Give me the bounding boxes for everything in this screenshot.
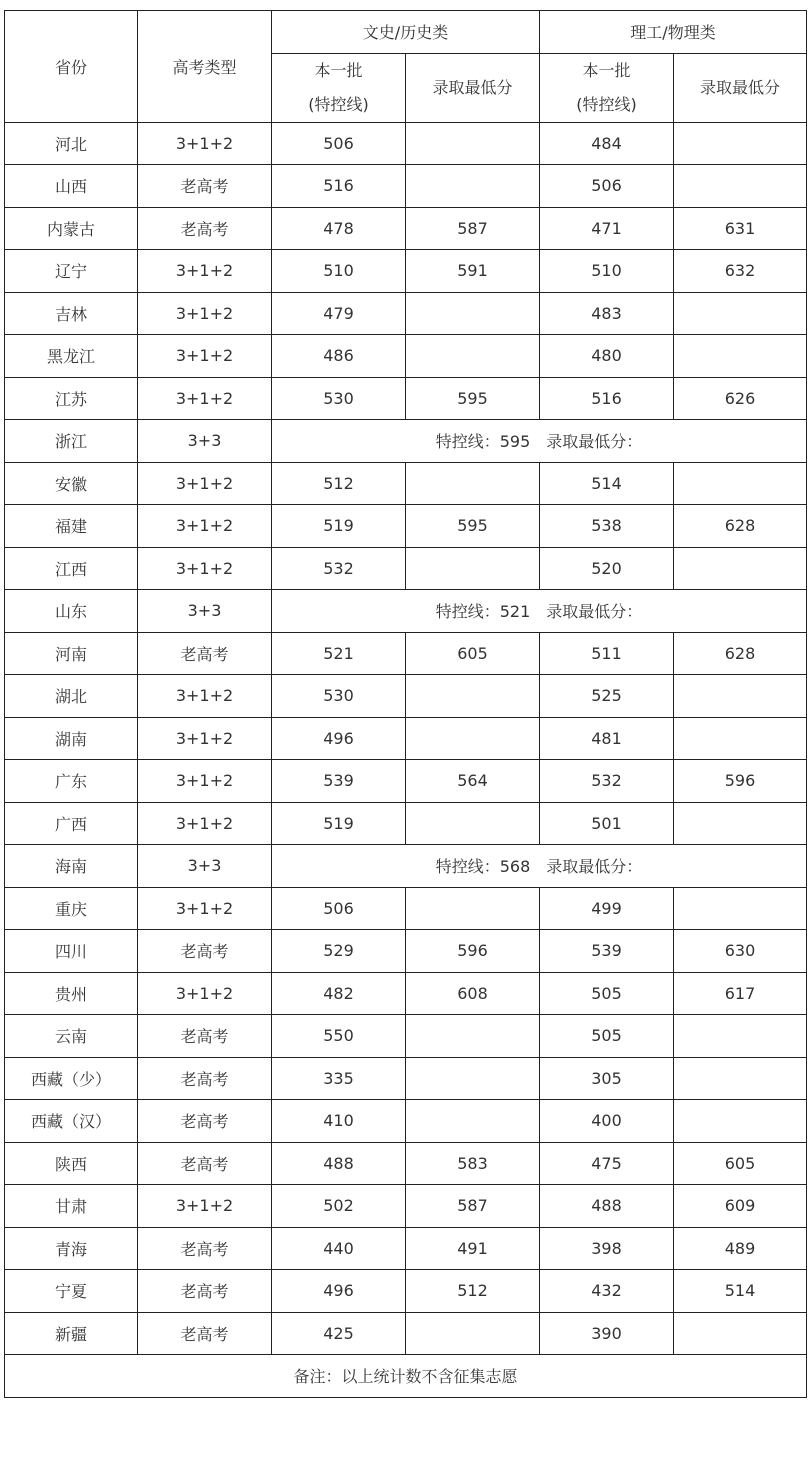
cell-province: 贵州 [5,972,138,1015]
cell-science-batch-line: 520 [540,547,674,590]
cell-science-batch-line: 481 [540,717,674,760]
cell-exam-type: 3+1+2 [138,1185,272,1228]
cell-exam-type: 老高考 [138,930,272,973]
cell-exam-type: 3+1+2 [138,377,272,420]
cell-arts-batch-line: 502 [272,1185,406,1228]
cell-science-batch-line: 539 [540,930,674,973]
cell-science-batch-line: 505 [540,972,674,1015]
cell-exam-type: 3+1+2 [138,250,272,293]
cell-science-batch-line: 483 [540,292,674,335]
cell-science-batch-line: 511 [540,632,674,675]
cell-exam-type: 3+1+2 [138,292,272,335]
table-row [5,1142,807,1185]
cell-science-min-score: 631 [674,207,807,250]
cell-arts-batch-line: 496 [272,1270,406,1313]
cell-province: 安徽 [5,462,138,505]
header-science-batch-line [540,53,674,122]
cell-exam-type: 3+1+2 [138,505,272,548]
cell-province: 广东 [5,760,138,803]
cell-province: 浙江 [5,420,138,463]
table-row [5,462,807,505]
cell-province: 内蒙古 [5,207,138,250]
cell-exam-type: 3+1+2 [138,335,272,378]
cell-arts-batch-line: 532 [272,547,406,590]
table-row [5,802,807,845]
cell-science-batch-line: 538 [540,505,674,548]
table-row [5,250,807,293]
cell-exam-type: 老高考 [138,1227,272,1270]
cell-merged-scores: 特控线：521 录取最低分： [272,590,807,633]
cell-province: 湖北 [5,675,138,718]
cell-exam-type: 3+3 [138,420,272,463]
cell-science-batch-line: 510 [540,250,674,293]
table-row [5,505,807,548]
cell-arts-min-score: 591 [406,250,540,293]
cell-science-min-score: 596 [674,760,807,803]
table-row [5,165,807,208]
table-row [5,377,807,420]
cell-arts-min-score [406,675,540,718]
cell-science-batch-line: 475 [540,1142,674,1185]
cell-arts-min-score: 564 [406,760,540,803]
cell-province: 江苏 [5,377,138,420]
cell-province: 四川 [5,930,138,973]
cell-arts-min-score: 587 [406,1185,540,1228]
cell-science-min-score [674,335,807,378]
cell-province: 海南 [5,845,138,888]
cell-exam-type: 3+1+2 [138,675,272,718]
cell-arts-min-score [406,1015,540,1058]
cell-arts-min-score [406,462,540,505]
cell-exam-type: 老高考 [138,165,272,208]
cell-arts-min-score [406,802,540,845]
batch-line-sublabel: (特控线) [576,94,637,114]
cell-arts-min-score [406,547,540,590]
table-row [5,632,807,675]
cell-science-batch-line: 390 [540,1312,674,1355]
cell-arts-min-score [406,165,540,208]
table-row [5,420,807,463]
cell-province: 江西 [5,547,138,590]
cell-arts-batch-line: 550 [272,1015,406,1058]
header-province: 省份 [5,11,138,123]
cell-exam-type: 老高考 [138,1312,272,1355]
cell-science-batch-line: 432 [540,1270,674,1313]
cell-province: 山东 [5,590,138,633]
header-arts-batch-line [272,53,406,122]
cell-science-min-score: 628 [674,505,807,548]
cell-province: 山西 [5,165,138,208]
cell-science-min-score [674,802,807,845]
table-row [5,547,807,590]
cell-arts-min-score [406,1312,540,1355]
table-row [5,122,807,165]
cell-science-min-score [674,165,807,208]
cell-arts-min-score [406,717,540,760]
cell-exam-type: 3+1+2 [138,717,272,760]
cell-science-batch-line: 505 [540,1015,674,1058]
cell-merged-scores: 特控线：595 录取最低分： [272,420,807,463]
batch-line-label: 本一批 [582,60,631,80]
cell-science-min-score: 489 [674,1227,807,1270]
cell-arts-min-score: 595 [406,505,540,548]
cell-science-min-score [674,1057,807,1100]
cell-science-batch-line: 400 [540,1100,674,1143]
cell-science-min-score: 617 [674,972,807,1015]
cell-arts-batch-line: 425 [272,1312,406,1355]
cell-science-min-score [674,1015,807,1058]
note-row [5,1355,807,1398]
cell-arts-batch-line: 486 [272,335,406,378]
cell-arts-batch-line: 335 [272,1057,406,1100]
cell-arts-min-score: 587 [406,207,540,250]
header-exam-type: 高考类型 [138,11,272,123]
cell-science-min-score: 514 [674,1270,807,1313]
table-row [5,590,807,633]
cell-arts-min-score [406,335,540,378]
cell-exam-type: 老高考 [138,632,272,675]
cell-science-min-score: 605 [674,1142,807,1185]
cell-exam-type: 3+1+2 [138,887,272,930]
batch-line-label: 本一批 [314,60,363,80]
cell-arts-batch-line: 506 [272,122,406,165]
cell-arts-batch-line: 521 [272,632,406,675]
cell-science-batch-line: 480 [540,335,674,378]
cell-science-batch-line: 532 [540,760,674,803]
cell-science-batch-line: 506 [540,165,674,208]
cell-merged-scores: 特控线：568 录取最低分： [272,845,807,888]
cell-arts-min-score: 596 [406,930,540,973]
table-row [5,845,807,888]
cell-arts-min-score: 491 [406,1227,540,1270]
cell-arts-min-score: 512 [406,1270,540,1313]
cell-exam-type: 3+3 [138,590,272,633]
cell-science-batch-line: 516 [540,377,674,420]
score-table [4,10,807,1398]
cell-arts-batch-line: 519 [272,505,406,548]
cell-arts-batch-line: 510 [272,250,406,293]
cell-arts-min-score [406,1100,540,1143]
cell-science-min-score: 628 [674,632,807,675]
table-row [5,1227,807,1270]
cell-science-min-score [674,717,807,760]
cell-science-min-score [674,462,807,505]
cell-exam-type: 3+1+2 [138,462,272,505]
cell-arts-batch-line: 496 [272,717,406,760]
cell-science-batch-line: 471 [540,207,674,250]
cell-province: 宁夏 [5,1270,138,1313]
table-row [5,887,807,930]
cell-arts-batch-line: 529 [272,930,406,973]
table-row [5,1185,807,1228]
cell-exam-type: 3+1+2 [138,760,272,803]
cell-science-batch-line: 525 [540,675,674,718]
cell-exam-type: 3+3 [138,845,272,888]
cell-science-min-score [674,675,807,718]
cell-arts-batch-line: 440 [272,1227,406,1270]
header-arts-group: 文史/历史类 [272,11,540,54]
cell-province: 西藏（汉） [5,1100,138,1143]
cell-arts-min-score: 583 [406,1142,540,1185]
cell-science-min-score: 632 [674,250,807,293]
cell-science-batch-line: 499 [540,887,674,930]
cell-arts-min-score: 605 [406,632,540,675]
table-row [5,1015,807,1058]
cell-province: 辽宁 [5,250,138,293]
header-row-top [5,11,807,54]
cell-science-min-score [674,1312,807,1355]
cell-province: 甘肃 [5,1185,138,1228]
cell-science-batch-line: 398 [540,1227,674,1270]
cell-arts-batch-line: 410 [272,1100,406,1143]
cell-science-min-score: 626 [674,377,807,420]
cell-arts-min-score: 595 [406,377,540,420]
header-science-min-score: 录取最低分 [674,53,807,122]
cell-science-min-score [674,292,807,335]
table-row [5,1312,807,1355]
cell-arts-batch-line: 512 [272,462,406,505]
cell-science-min-score: 609 [674,1185,807,1228]
table-row [5,207,807,250]
cell-arts-batch-line: 478 [272,207,406,250]
batch-line-sublabel: (特控线) [308,94,369,114]
table-row [5,717,807,760]
table-row [5,292,807,335]
cell-arts-min-score [406,887,540,930]
cell-science-min-score [674,1100,807,1143]
cell-science-batch-line: 484 [540,122,674,165]
cell-province: 吉林 [5,292,138,335]
cell-arts-min-score [406,292,540,335]
cell-exam-type: 老高考 [138,1057,272,1100]
table-row [5,335,807,378]
table-row [5,675,807,718]
cell-arts-batch-line: 519 [272,802,406,845]
note-text: 备注：以上统计数不含征集志愿 [5,1355,807,1398]
cell-province: 广西 [5,802,138,845]
cell-arts-min-score: 608 [406,972,540,1015]
cell-province: 河南 [5,632,138,675]
cell-province: 云南 [5,1015,138,1058]
cell-exam-type: 老高考 [138,1100,272,1143]
cell-arts-batch-line: 488 [272,1142,406,1185]
table-row [5,972,807,1015]
table-row [5,1057,807,1100]
cell-province: 湖南 [5,717,138,760]
cell-exam-type: 3+1+2 [138,547,272,590]
cell-exam-type: 3+1+2 [138,802,272,845]
table-row [5,930,807,973]
cell-province: 河北 [5,122,138,165]
cell-science-batch-line: 488 [540,1185,674,1228]
cell-arts-batch-line: 530 [272,675,406,718]
cell-science-batch-line: 305 [540,1057,674,1100]
cell-arts-batch-line: 530 [272,377,406,420]
cell-province: 陕西 [5,1142,138,1185]
cell-province: 青海 [5,1227,138,1270]
table-row [5,1270,807,1313]
cell-science-batch-line: 501 [540,802,674,845]
table-row [5,760,807,803]
cell-arts-min-score [406,122,540,165]
cell-province: 福建 [5,505,138,548]
cell-province: 新疆 [5,1312,138,1355]
cell-exam-type: 老高考 [138,1015,272,1058]
cell-province: 黑龙江 [5,335,138,378]
cell-exam-type: 3+1+2 [138,972,272,1015]
cell-science-batch-line: 514 [540,462,674,505]
cell-exam-type: 3+1+2 [138,122,272,165]
cell-arts-batch-line: 516 [272,165,406,208]
header-arts-min-score: 录取最低分 [406,53,540,122]
cell-arts-min-score [406,1057,540,1100]
cell-arts-batch-line: 482 [272,972,406,1015]
cell-province: 西藏（少） [5,1057,138,1100]
cell-science-min-score [674,547,807,590]
cell-science-min-score [674,122,807,165]
table-row [5,1100,807,1143]
cell-province: 重庆 [5,887,138,930]
header-science-group: 理工/物理类 [540,11,807,54]
cell-science-min-score [674,887,807,930]
cell-exam-type: 老高考 [138,207,272,250]
cell-arts-batch-line: 539 [272,760,406,803]
cell-exam-type: 老高考 [138,1270,272,1313]
cell-arts-batch-line: 506 [272,887,406,930]
cell-arts-batch-line: 479 [272,292,406,335]
cell-science-min-score: 630 [674,930,807,973]
table-body [5,122,807,1355]
cell-exam-type: 老高考 [138,1142,272,1185]
